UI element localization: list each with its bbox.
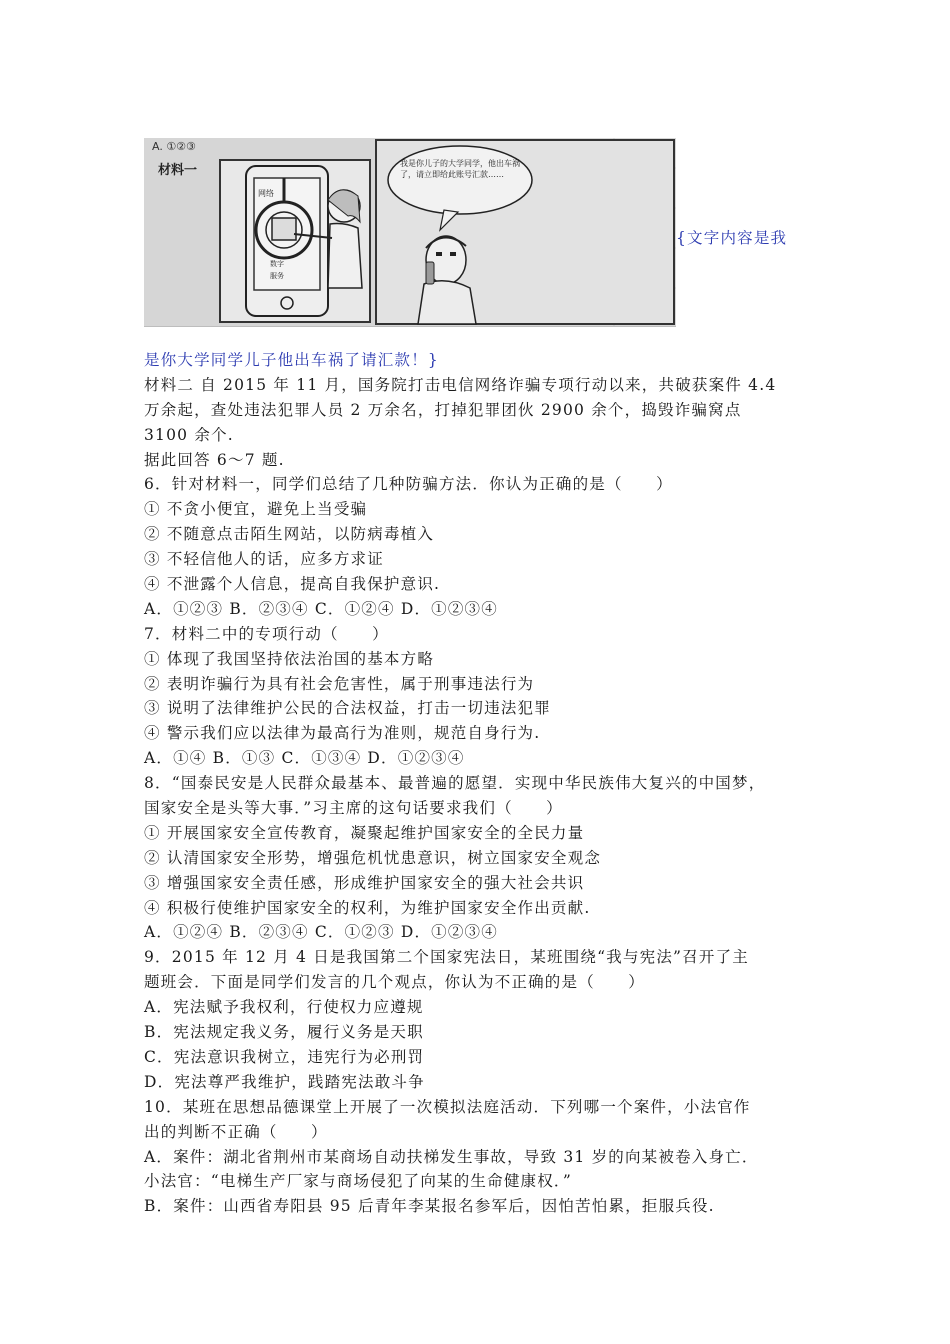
material-one-label: 材料一 [158,163,198,178]
question-6-stem: 6．针对材料一，同学们总结了几种防骗方法．你认为正确的是（ ） [144,475,673,494]
question-10-stem-2: 出的判断不正确（ ） [144,1122,328,1141]
question-8-options: A．①②④ B．②③④ C．①②③ D．①②③④ [144,923,498,942]
question-10-option-a-case: A．案件：湖北省荆州市某商场自动扶梯发生事故，导致 31 岁的向某被卷入身亡． [144,1147,759,1166]
question-8-statement-2: ② 认清国家安全形势，增强危机忧患意识，树立国家安全观念 [144,848,602,867]
svg-text:网络: 网络 [258,189,274,198]
question-9-option-c: C．宪法意识我树立，违宪行为必刑罚 [144,1047,425,1066]
material-one-figure-row [144,138,824,328]
question-7-stem: 7．材料二中的专项行动（ ） [144,624,389,643]
question-9-option-a: A．宪法赋予我权利，行使权力应遵规 [144,998,424,1017]
question-10-stem-1: 10．某班在思想品德课堂上开展了一次模拟法庭活动．下列哪一个案件，小法官作 [144,1097,751,1116]
document-body [144,348,824,1219]
question-6-statement-1: ① 不贪小便宜，避免上当受骗 [144,500,368,519]
question-6-statement-2: ② 不随意点击陌生网站，以防病毒植入 [144,525,435,544]
question-9-stem-1: 9．2015 年 12 月 4 日是我国第二个国家宪法日，某班围绕“我与宪法”召开了主 [144,948,749,967]
comic-illustration [144,138,676,327]
question-8-statement-1: ① 开展国家安全宣传教育，凝聚起维护国家安全的全民力量 [144,823,585,842]
question-9-option-d: D．宪法尊严我维护，践踏宪法敢斗争 [144,1072,425,1091]
question-7-options: A．①④ B．①③ C．①③④ D．①②③④ [144,749,465,768]
svg-text:服务: 服务 [270,272,284,280]
question-6-statement-3: ③ 不轻信他人的话，应多方求证 [144,550,384,569]
speech-bubble-text: 我是你儿子的大学同学，他出车祸了，请立即给此账号汇款…… [400,159,520,179]
question-9-stem-2: 题班会．下面是同学们发言的几个观点，你认为不正确的是（ ） [144,973,646,992]
question-6-options: A．①②③ B．②③④ C．①②④ D．①②③④ [144,599,498,618]
comic-drawing [144,138,676,326]
question-8-stem-1: 8．“国泰民安是人民群众最基本、最普遍的愿望．实现中华民族伟大复兴的中国梦， [144,774,766,793]
question-7-statement-3: ③ 说明了法律维护公民的合法权益，打击一切违法犯罪 [144,699,551,718]
question-6-statement-4: ④ 不泄露个人信息，提高自我保护意识. [144,575,441,594]
svg-text:数字: 数字 [270,260,284,268]
question-7-statement-1: ① 体现了我国坚持依法治国的基本方略 [144,649,435,668]
material-two-line-1: 材料二 自 2015 年 11 月，国务院打击电信网络诈骗专项行动以来，共破获案件 4.4 [144,375,777,394]
comic-top-label: A. ①②③ [152,140,196,153]
question-10-option-b-case: B．案件：山西省寿阳县 95 后青年李某报名参军后，因怕苦怕累，拒服兵役. [144,1197,715,1216]
question-7-statement-2: ② 表明诈骗行为具有社会危害性，属于刑事违法行为 [144,674,535,693]
question-10-option-a-judge: 小法官：“电梯生产厂家与商场侵犯了向某的生命健康权．” [144,1172,572,1191]
question-8-stem-2: 国家安全是头等大事．”习主席的这句话要求我们（ ） [144,799,563,818]
figure-caption-start: {文字内容是我 [676,229,788,247]
question-9-option-b: B．宪法规定我义务，履行义务是天职 [144,1023,424,1042]
figure-caption-end: 是你大学同学儿子他出车祸了请汇款！} [144,351,439,369]
material-two-line-3: 3100 余个. [144,425,234,444]
material-two-line-2: 万余起，查处违法犯罪人员 2 万余名，打掉犯罪团伙 2900 余个，捣毁诈骗窝点 [144,400,742,419]
question-8-statement-4: ④ 积极行使维护国家安全的权利，为维护国家安全作出贡献. [144,898,591,917]
answer-instruction: 据此回答 6～7 题. [144,450,285,469]
question-8-statement-3: ③ 增强国家安全责任感，形成维护国家安全的强大社会共识 [144,873,585,892]
question-7-statement-4: ④ 警示我们应以法律为最高行为准则，规范自身行为. [144,724,541,743]
